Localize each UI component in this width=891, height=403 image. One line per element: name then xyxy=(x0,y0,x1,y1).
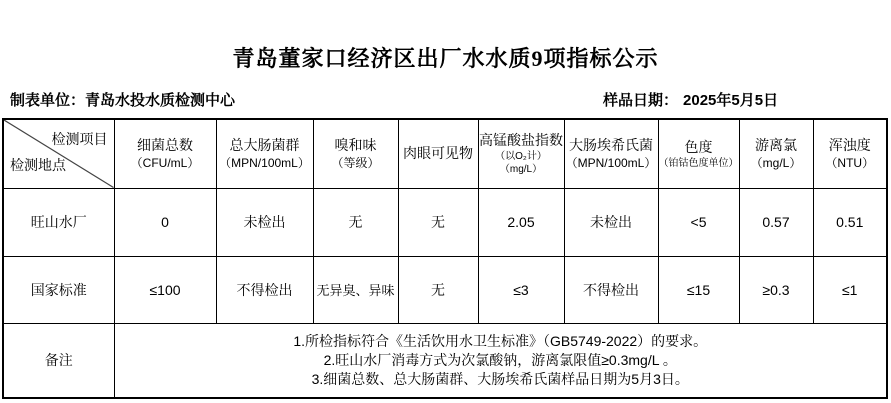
header-unit: （MPN/100mL） xyxy=(565,155,657,170)
issuing-unit-label: 制表单位：青岛水投水质检测中心 xyxy=(10,92,236,109)
row-label: 旺山水厂 xyxy=(3,188,114,256)
column-header-ecoli xyxy=(564,119,658,188)
header-title: 色度 xyxy=(684,138,713,155)
header-unit: （等级） xyxy=(331,155,380,170)
data-cell: 无异臭、异味 xyxy=(313,256,398,323)
column-header-total-coliform xyxy=(216,119,313,188)
header-title: 总大肠菌群 xyxy=(229,136,300,153)
header-title: 浑浊度 xyxy=(828,136,871,153)
data-cell: ≤15 xyxy=(658,256,739,323)
data-cell: 未检出 xyxy=(564,188,658,256)
column-header-permanganate-index xyxy=(478,119,564,188)
header-title: 高锰酸盐指数 xyxy=(479,132,563,149)
header-title: 嗅和味 xyxy=(334,136,377,153)
data-cell: ≤1 xyxy=(813,256,887,323)
data-cell: ≥0.3 xyxy=(739,256,813,323)
header-title: 大肠埃希氏菌 xyxy=(569,136,653,153)
sample-date-label: 样品日期： xyxy=(603,92,679,109)
data-cell: 无 xyxy=(398,188,478,256)
column-header-visible-matter xyxy=(398,119,478,188)
header-unit: （mg/L） xyxy=(750,155,802,170)
water-quality-table xyxy=(2,118,888,399)
column-header-odor-taste xyxy=(313,119,398,188)
header-unit: （CFU/mL） xyxy=(130,155,200,170)
row-label: 国家标准 xyxy=(3,256,114,323)
corner-label-item: 检测项目 xyxy=(51,131,108,147)
header-title: 游离氯 xyxy=(755,136,797,153)
data-cell: ≤3 xyxy=(478,256,564,323)
data-cell: 无 xyxy=(398,256,478,323)
header-title: 肉眼可见物 xyxy=(403,145,473,162)
header-subnote: （以O₂计） xyxy=(495,151,547,163)
column-header-chroma xyxy=(658,119,739,188)
data-cell: <5 xyxy=(658,188,739,256)
data-cell: 0.51 xyxy=(813,188,887,256)
data-cell: 无 xyxy=(313,188,398,256)
corner-cell xyxy=(3,119,114,188)
header-subnote: （铂钴色度单位） xyxy=(658,157,739,169)
remark-line: 2.旺山水厂消毒方式为次氯酸钠，游离氯限值≥0.3mg/L 。 xyxy=(323,351,677,368)
data-row-national-standard xyxy=(3,256,887,323)
data-cell: 0 xyxy=(114,188,216,256)
remarks-row xyxy=(3,323,887,398)
header-unit: （MPN/100mL） xyxy=(219,155,310,170)
data-cell: 2.05 xyxy=(478,188,564,256)
remarks-content xyxy=(114,323,887,398)
corner-label-location: 检测地点 xyxy=(10,156,66,173)
data-cell: 不得检出 xyxy=(564,256,658,323)
column-header-free-chlorine xyxy=(739,119,813,188)
data-cell: 不得检出 xyxy=(216,256,313,323)
remark-line: 3.细菌总数、总大肠菌群、大肠埃希氏菌样品日期为5月3日。 xyxy=(311,370,689,387)
remark-line: 1.所检指标符合《生活饮用水卫生标准》（GB5749-2022）的要求。 xyxy=(293,332,708,349)
data-cell: 0.57 xyxy=(739,188,813,256)
column-header-bacteria-count xyxy=(114,119,216,188)
sample-date xyxy=(603,89,778,110)
header-unit: （NTU） xyxy=(825,155,875,170)
header-subnote: （mg/L） xyxy=(499,164,543,176)
column-header-turbidity xyxy=(813,119,887,188)
data-cell: 未检出 xyxy=(216,188,313,256)
header-title: 细菌总数 xyxy=(137,136,193,153)
page-title: 青岛董家口经济区出厂水水质9项指标公示 xyxy=(232,46,659,71)
data-cell: ≤100 xyxy=(114,256,216,323)
remarks-label: 备注 xyxy=(3,323,114,398)
sample-date-value: 2025年5月5日 xyxy=(683,92,779,109)
header-row xyxy=(3,119,887,188)
data-row-wangshan-plant xyxy=(3,188,887,256)
